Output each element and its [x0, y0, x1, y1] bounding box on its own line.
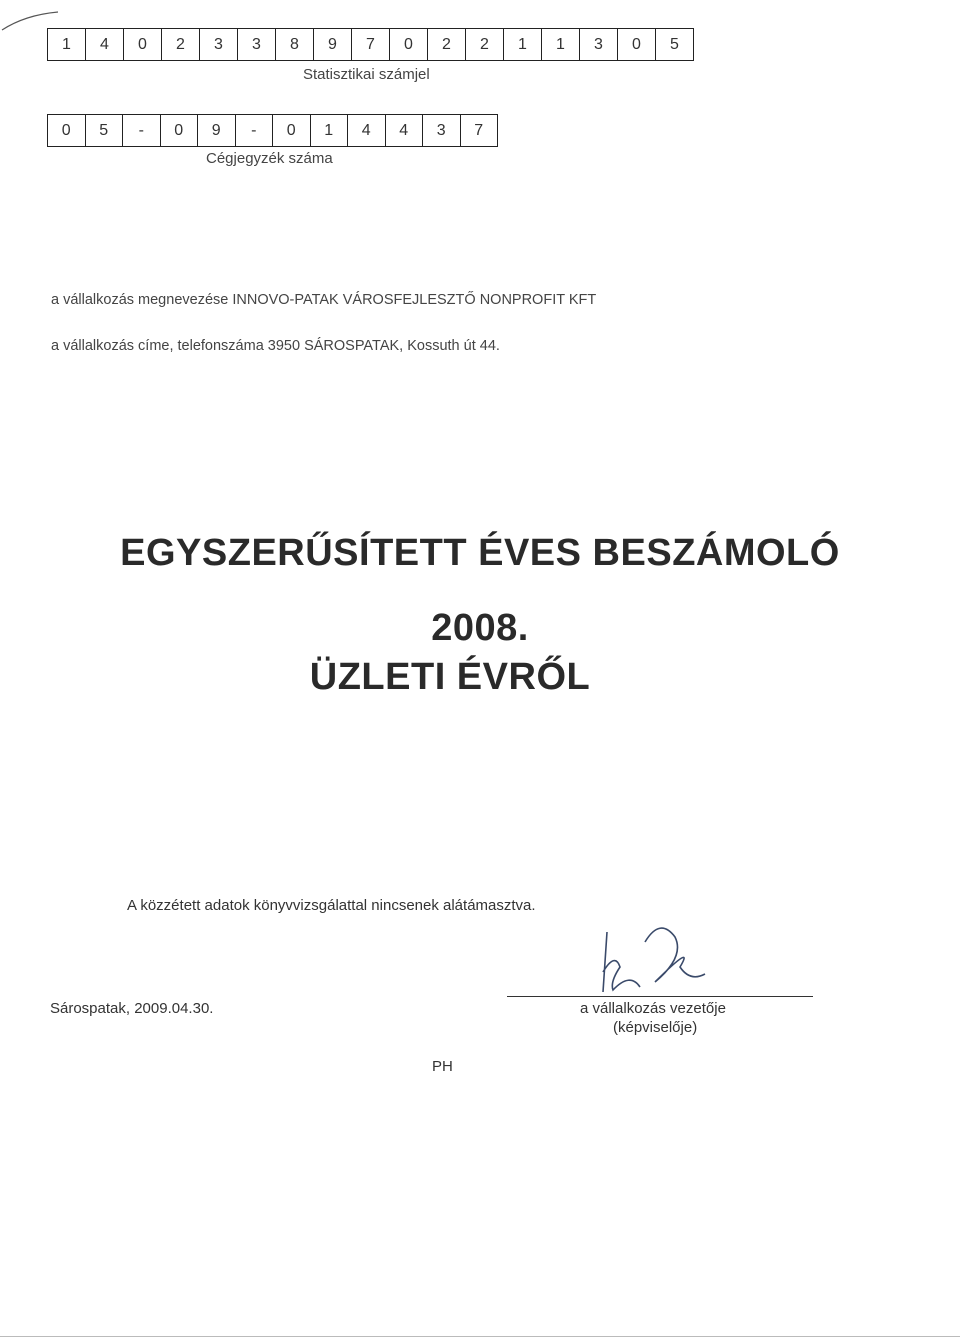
stat-code-digit: 1 [542, 29, 580, 60]
company-reg-digit: 7 [474, 121, 484, 139]
stat-code-digit: 2 [162, 29, 200, 60]
company-address-line: a vállalkozás címe, telefonszáma 3950 SÁROSPATAK, Kossuth út 44. [51, 338, 500, 354]
company-reg-digit: 1 [311, 115, 349, 146]
company-reg-digit: - [123, 115, 161, 146]
stat-code-digit: 2 [466, 29, 504, 60]
company-reg-digit: 4 [386, 115, 424, 146]
stat-code-digit: 8 [276, 29, 314, 60]
stat-code-digit: 9 [314, 29, 352, 60]
stat-code-digit: 3 [238, 29, 276, 60]
stamp-label: PH [432, 1058, 453, 1075]
company-reg-digit: 5 [86, 115, 124, 146]
company-reg-digit: 9 [198, 115, 236, 146]
company-reg-digit: - [236, 115, 274, 146]
company-reg-boxes [47, 114, 498, 147]
audit-note: A közzétett adatok könyvvizsgálattal nincsenek alátámasztva. [127, 897, 536, 914]
company-reg-digit: 0 [48, 115, 86, 146]
company-reg-digit: 0 [161, 115, 199, 146]
report-title: EGYSZERŰSÍTETT ÉVES BESZÁMOLÓ [120, 532, 840, 574]
report-year: 2008. [431, 607, 529, 649]
signatory-role: a vállalkozás vezetője [580, 1000, 726, 1017]
company-reg-digit: 4 [348, 115, 386, 146]
scan-bottom-edge [0, 1336, 960, 1337]
company-reg-digit: 0 [273, 115, 311, 146]
signature-line [507, 996, 813, 997]
report-subtitle: ÜZLETI ÉVRŐL [309, 656, 591, 698]
signature-icon [585, 912, 725, 1002]
stat-code-digit: 3 [580, 29, 618, 60]
stat-code-digit: 1 [48, 29, 86, 60]
stat-code-digit: 5 [670, 35, 679, 53]
place-date: Sárospatak, 2009.04.30. [50, 1000, 214, 1017]
company-reg-label: Cégjegyzék száma [206, 150, 333, 167]
stat-code-digit: 7 [352, 29, 390, 60]
company-reg-digit: 3 [423, 115, 461, 146]
company-name-line: a vállalkozás megnevezése INNOVO-PATAK VÁROSFEJLESZTŐ NONPROFIT KFT [51, 292, 597, 308]
stat-code-digit: 3 [200, 29, 238, 60]
signatory-role-paren: (képviselője) [613, 1019, 698, 1036]
stat-code-digit: 0 [390, 29, 428, 60]
stat-code-digit: 1 [504, 29, 542, 60]
stat-code-digit: 0 [618, 29, 656, 60]
stat-code-digit: 0 [124, 29, 162, 60]
stat-code-boxes [47, 28, 694, 61]
stat-code-digit: 4 [86, 29, 124, 60]
stat-code-digit: 2 [428, 29, 466, 60]
stat-code-label: Statisztikai számjel [303, 66, 430, 83]
